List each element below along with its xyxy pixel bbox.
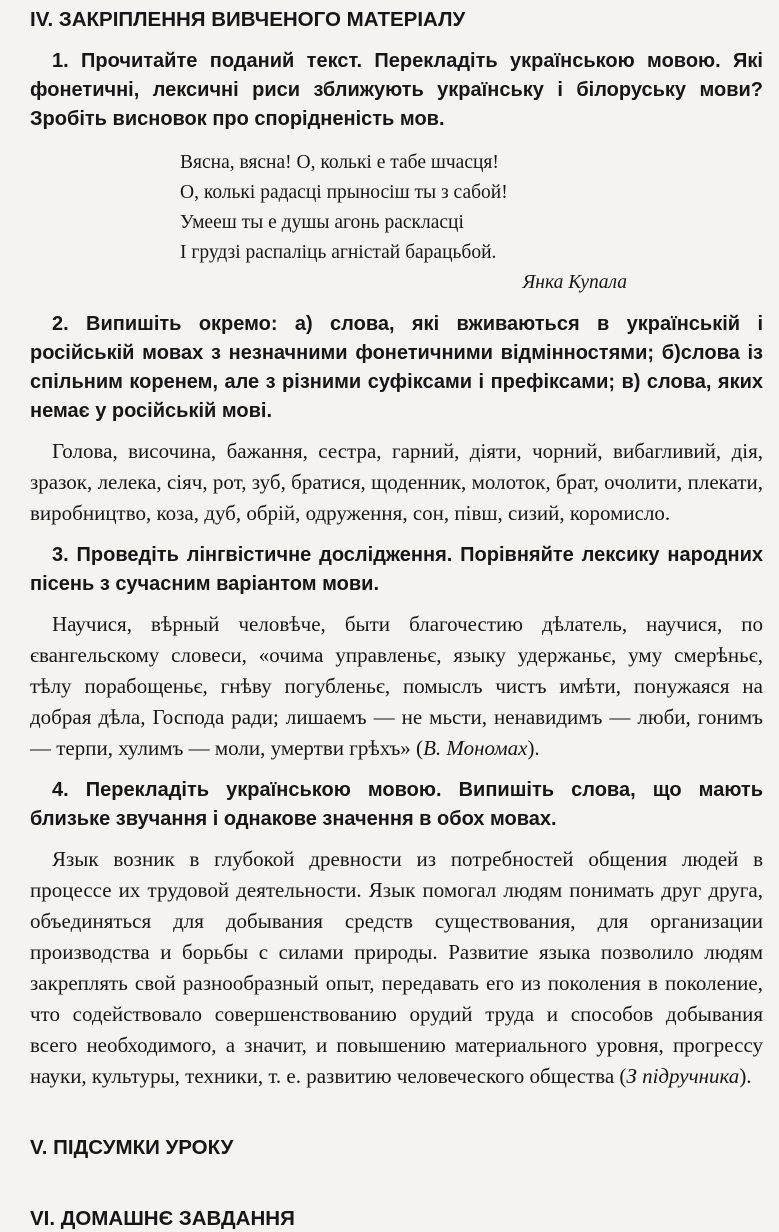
task-3-close: ). <box>527 736 540 760</box>
poem-author: Янка Купала <box>522 272 627 293</box>
section-heading-vi: VI. ДОМАШНЄ ЗАВДАННЯ <box>30 1207 295 1230</box>
task-4-source: З підручника <box>626 1064 740 1088</box>
section-heading-v: V. ПІДСУМКИ УРОКУ <box>30 1136 234 1159</box>
task-2-word-list: Голова, височина, бажання, сестра, гарний, діяти, чорний, вибагливий, дія, зразок, лелека, сіяч, рот, зуб, братися, щоденник, молоток, брат, очолити, плекати, виробництво, коза, дуб, обрій, одруження, сон, півш, сизий, коромисло. <box>30 439 763 525</box>
poem-line: Умееш ты е душы агонь раскласці <box>180 212 464 233</box>
task-4-passage: Язык возник в глубокой древности из потребностей общения людей в процессе их трудовой деятельности. Язык помогал людям понимать друг друга, объединяться для добывания средств существования, для организации производства и борьбы с силами природы. Развитие языка позволило людям закреплять свой разнообразный опыт, передавать его из поколения в поколение, что содействовало совершенствованию орудий труда и способов добывания всего необходимого, а значит, и повышению материального уровня, прогрессу науки, культуры, техники, т. е. развитию человеческого общества ( <box>30 847 763 1088</box>
task-3-source: В. Мономах <box>423 736 528 760</box>
poem-line: І грудзі распаліць агністай барацьбой. <box>180 242 497 263</box>
poem-line: Вясна, вясна! О, колькі е табе шчасця! <box>180 152 499 173</box>
task-4-close: ). <box>739 1064 752 1088</box>
task-1-instruction: 1. Прочитайте поданий текст. Перекладіть українською мовою. Які фонетичні, лексичні риси зближують українську і білоруську мови? Зробіть висновок про спорідненість мов. <box>30 50 763 130</box>
task-2-instruction: 2. Випишіть окремо: а) слова, які вживаються в українській і російській мовах з незначними фонетичними відмінностями; б)слова із спільним коренем, але з різними суфіксами і префіксами; в) слова, яких немає у російській мові. <box>30 313 763 422</box>
task-3-old-text <box>30 609 763 764</box>
task-3-quote: Научися, вѣрный человѣче, быти благочестию дѣлатель, научися, по євангельскому словеси, «очима управленьє, языку удержаньє, уму смерѣньє, тѣлу порабощеньє, гнѣву погубленьє, помыслъ чистъ имѣти, понужаяся на добрая дѣла, Господа ради; лишаемъ — не мьсти, ненавидимъ — люби, гонимъ — терпи, хулимъ — моли, умертви грѣхъ» ( <box>30 612 763 760</box>
task-4-instruction: 4. Перекладіть українською мовою. Випишіть слова, що мають близьке звучання і однакове значення в обох мовах. <box>30 779 763 830</box>
task-3-instruction: 3. Проведіть лінгвістичне дослідження. Порівняйте лексику народних пісень з сучасним варіантом мови. <box>30 544 763 595</box>
task-4-russian-text <box>30 844 763 1092</box>
poem-line: О, колькі радасці прыносіш ты з сабой! <box>180 182 508 203</box>
poem <box>180 148 763 298</box>
section-heading-iv: IV. ЗАКРІПЛЕННЯ ВИВЧЕНОГО МАТЕРІАЛУ <box>30 8 466 31</box>
